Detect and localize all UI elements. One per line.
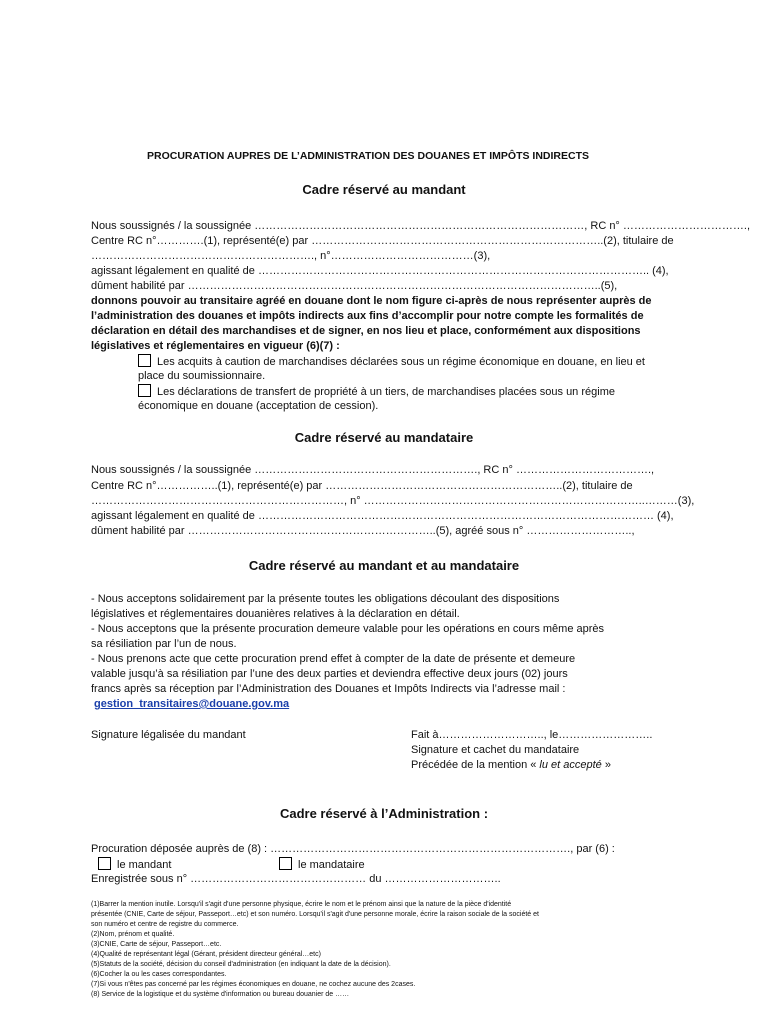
administration-line-1: Procuration déposée auprès de (8) : ………………………………………………………………………., par (6) : [91, 843, 615, 855]
mandant-power-line-3: déclaration en détail des marchandises et de signer, en nos lieu et place, conformément aux dispositions [91, 325, 641, 337]
option-mandataire-label: le mandataire [298, 859, 365, 871]
footnote-3: (3)CNIE, Carte de séjour, Passeport…etc. [91, 941, 222, 948]
commun-line-6: valable jusqu’à sa résiliation par l’une des deux parties et deviendra effective deux jours (02) jours [91, 668, 568, 680]
checkbox-mandataire[interactable] [279, 857, 292, 870]
mandant-line-1: Nous soussignés / la soussignée ………………………………………………………………………………, RC n° ……………………………., [91, 220, 751, 232]
checkbox-acquits[interactable] [138, 354, 151, 367]
mandant-line-5: dûment habilité par …………………………………………………………………………………………………..(5), [91, 280, 618, 292]
option-transfert-label: Les déclarations de transfert de propriété à un tiers, de marchandises placées sous un régime [157, 386, 615, 398]
mandant-power-line-2: l’administration des douanes et impôts indirects aux fins d’accomplir pour notre compte les formalités de [91, 310, 644, 322]
option-transfert-line-2: économique en douane (acceptation de cession). [138, 400, 379, 412]
administration-line-2: Enregistrée sous n° ………………………………………… du ………………………….. [91, 873, 501, 885]
footnote-8: (8) Service de la logistique et du système d'information ou bureau douanier de …… [91, 991, 350, 998]
mandant-power-line-4: législatives et réglementaires en vigueur (6)(7) : [91, 340, 340, 352]
option-mandataire [279, 857, 365, 873]
option-acquits-line-2: place du soumissionnaire. [138, 370, 266, 382]
option-mandant [98, 857, 171, 873]
option-mandant-label: le mandant [117, 859, 172, 871]
email-link[interactable]: gestion_transitaires@douane.gov.ma [94, 698, 290, 710]
footnote-1b: présentée (CNIE, Carte de séjour, Passeport…etc) et son numéro. Lorsqu'il s'agit d'une personne morale, écrire la raison sociale de la société et [91, 911, 539, 918]
commun-line-2: législatives et réglementaires douanières relatives à la déclaration en détail. [91, 608, 460, 620]
mandataire-line-3: ……………………………………………………………, n° …………………………………………………………………..………(3), [91, 495, 695, 507]
footnote-4: (4)Qualité de représentant légal (Gérant, président directeur général…etc) [91, 951, 321, 958]
footnote-1c: son numéro et centre de registre du commerce. [91, 921, 239, 928]
footnote-2: (2)Nom, prénom et qualité. [91, 931, 175, 938]
mandataire-line-5: dûment habilité par …………………………………………………………..(5), agréé sous n° ……………………….., [91, 525, 635, 537]
mandant-line-2: Centre RC n°………….(1), représenté(e) par ……………………………………………………………………..(2), titulaire de [91, 235, 674, 247]
section-heading-mandant: Cadre réservé au mandant [302, 182, 466, 197]
commun-line-7: francs après sa réception par l’Administration des Douanes et Impôts Indirects via l’adresse mail : [91, 683, 566, 695]
option-transfert [138, 384, 615, 400]
checkbox-mandant[interactable] [98, 857, 111, 870]
mandant-line-3: ……………………………………………………., n°…………………………………(3), [91, 250, 491, 262]
commun-line-5: - Nous prenons acte que cette procuration prend effet à compter de la date de présente et demeure [91, 653, 576, 665]
mention-suffix: » [601, 759, 611, 771]
commun-line-1: - Nous acceptons solidairement par la présente toutes les obligations découlant des dispositions [91, 593, 560, 605]
mandant-power-line-1: donnons pouvoir au transitaire agréé en douane dont le nom figure ci-après de nous représenter auprès de [91, 295, 652, 307]
commun-line-3: - Nous acceptons que la présente procuration demeure valable pour les opérations en cours même après [91, 623, 605, 635]
mention-line [411, 758, 611, 773]
mandant-line-4: agissant légalement en qualité de …………………………………………………………………………………………….. (4), [91, 265, 669, 277]
mandataire-line-4: agissant légalement en qualité de ……………………………………………………………………………………………… (4), [91, 510, 674, 522]
option-acquits [138, 354, 645, 370]
footnote-6: (6)Cocher la ou les cases correspondantes. [91, 971, 227, 978]
mention-italic: lu et accepté [539, 759, 602, 771]
commun-line-4: sa résiliation par l’un de nous. [91, 638, 237, 650]
footnote-5: (5)Statuts de la société, décision du conseil d'administration (en indiquant la date de la décision). [91, 961, 391, 968]
checkbox-transfert[interactable] [138, 384, 151, 397]
section-heading-administration: Cadre réservé à l’Administration : [279, 806, 489, 821]
footnote-7: (7)Si vous n'êtes pas concerné par les régimes économiques en douane, ne cochez aucune des 2cases. [91, 981, 416, 988]
section-heading-mandataire: Cadre réservé au mandataire [294, 430, 474, 445]
fait-a-line: Fait à……………………….., le…………………….. [411, 729, 653, 741]
option-acquits-label: Les acquits à caution de marchandises déclarées sous un régime économique en douane, en lieu et [157, 356, 645, 368]
mandataire-line-1: Nous soussignés / la soussignée ……………………………………………………., RC n° ………………………………., [91, 464, 655, 476]
section-heading-commun: Cadre réservé au mandant et au mandataire [248, 558, 520, 573]
footnote-1a: (1)Barrer la mention inutile. Lorsqu'il s'agit d'une personne physique, écrire le nom et le prénom ainsi que la nature de la pièce d'identité [91, 901, 512, 908]
document-title: PROCURATION AUPRES DE L’ADMINISTRATION DES DOUANES ET IMPÔTS INDIRECTS [147, 150, 589, 162]
mention-prefix: Précédée de la mention « [411, 759, 540, 771]
mandataire-line-2: Centre RC n°……………..(1), représenté(e) par ………………………………………………………..(2), titulaire de [91, 480, 633, 492]
signature-mandant-label: Signature légalisée du mandant [91, 729, 246, 741]
signature-mandataire-label: Signature et cachet du mandataire [411, 744, 580, 756]
